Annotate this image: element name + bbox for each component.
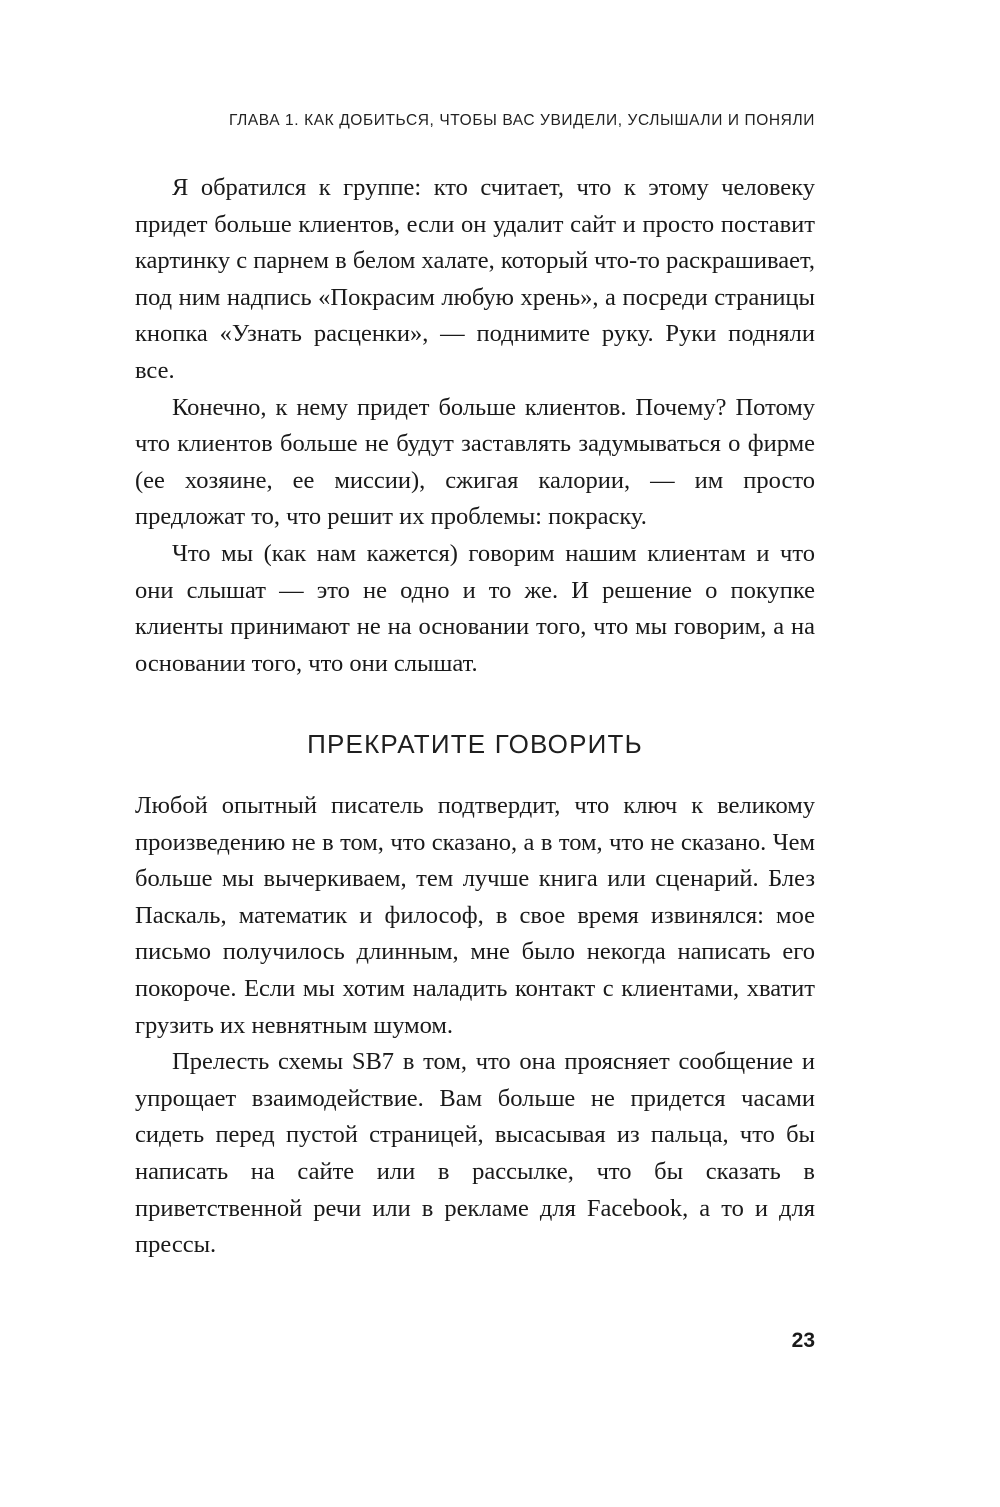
paragraph: Что мы (как нам кажется) говорим нашим клиентам и что они слышат — это не одно и то же. И решение о покупке клиенты принимают не на основании того, что мы говорим, а на основании того, что они слышат. (135, 539, 815, 677)
paragraph: Конечно, к нему придет больше клиентов. Почему? Потому что клиентов больше не будут заставлять задумываться о фирме (ее хозяине, ее миссии), сжигая калории, — им просто предложат то, что решит их проблемы: покраску. (135, 393, 815, 531)
running-head: ГЛАВА 1. КАК ДОБИТЬСЯ, ЧТОБЫ ВАС УВИДЕЛИ, УСЛЫШАЛИ И ПОНЯЛИ (228, 112, 815, 129)
page-number: 23 (791, 1329, 815, 1352)
body-text-top (135, 170, 815, 682)
paragraph: Я обратился к группе: кто считает, что к этому человеку придет больше клиентов, если он удалит сайт и просто поставит картинку с парнем в белом халате, который что-то раскрашивает, под ним надпись «Покрасим любую хрень», а посреди страницы кнопка «Узнать расценки», — поднимите руку. Руки подняли все. (135, 174, 815, 384)
paragraph: Прелесть схемы SB7 в том, что она проясняет сообщение и упрощает взаимодействие. Вам больше не придется часами сидеть перед пустой страницей, высасывая из пальца, что бы написать на сайте или в рассылке, что бы сказать в приветственной речи или в рекламе для Facebook, а то и для прессы. (135, 1048, 815, 1259)
body-text-bottom (135, 788, 815, 1264)
section-heading: ПРЕКРАТИТЕ ГОВОРИТЬ (307, 729, 643, 759)
paragraph: Любой опытный писатель подтвердит, что ключ к великому произведению не в том, что сказано, а в том, что не сказано. Чем больше мы вычеркиваем, тем лучше книга или сценарий. Блез Паскаль, математик и философ, в свое время извинялся: мое письмо получилось длинным, мне было некогда написать его покороче. Если мы хотим наладить контакт с клиентами, хватит грузить их невнятным шумом. (135, 792, 815, 1039)
